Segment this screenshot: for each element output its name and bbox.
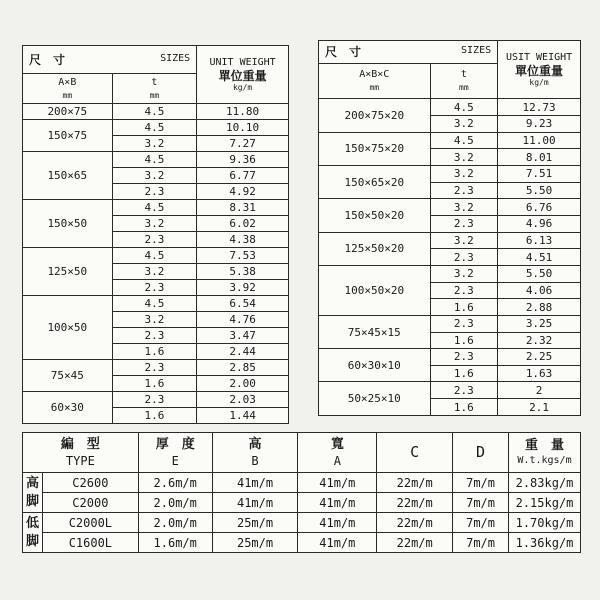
- weight-cell: 9.23: [498, 115, 581, 132]
- weight-cell: 4.92: [197, 184, 289, 200]
- unit-weight-header: [498, 41, 581, 99]
- d-cell: 7m/m: [453, 473, 509, 493]
- table3-body: [23, 433, 581, 553]
- thickness-cell: 2.3: [430, 249, 498, 266]
- table1-body: [23, 46, 289, 424]
- weight-cell: 3.47: [197, 328, 289, 344]
- size-cell: 150×65: [23, 152, 113, 200]
- low-leg-label: 低脚: [23, 513, 43, 553]
- thickness-cell: 2.3: [430, 182, 498, 199]
- d-cell: 7m/m: [453, 493, 509, 513]
- col-t-header: [112, 74, 197, 104]
- thickness-cell: 2.3: [112, 280, 197, 296]
- type-header-en: TYPE: [65, 454, 95, 468]
- thickness-cell: 1.6: [112, 376, 197, 392]
- thickness-cell: 4.5: [112, 296, 197, 312]
- type-header-cjk: 編 型: [60, 437, 100, 452]
- thickness-cell: 2.0m/m: [138, 513, 212, 533]
- thickness-cell: 2.3: [112, 232, 197, 248]
- size-cell: 125×50×20: [319, 232, 431, 265]
- weight-cell: 1.44: [197, 408, 289, 424]
- weight-cell: 2: [498, 382, 581, 399]
- width-header-en: A: [333, 454, 341, 468]
- d-cell: 7m/m: [453, 513, 509, 533]
- thickness-cell: 3.2: [112, 136, 197, 152]
- type-cell: C2000: [42, 493, 138, 513]
- table-row: [319, 232, 581, 249]
- height-cell: 25m/m: [212, 513, 298, 533]
- col-axb-label: A×B: [58, 76, 77, 88]
- weight-cell: 2.25: [498, 349, 581, 366]
- size-cell: 150×50×20: [319, 199, 431, 232]
- thickness-cell: 2.3: [430, 382, 498, 399]
- width-cell: 41m/m: [298, 473, 377, 493]
- thickness-cell: 2.3: [112, 184, 197, 200]
- channel-weight-table: [22, 45, 289, 424]
- size-cell: 125×50: [23, 248, 113, 296]
- weight-header: [509, 433, 581, 473]
- table-row: [319, 265, 581, 282]
- size-cell: 150×65×20: [319, 165, 431, 198]
- table-row: [319, 315, 581, 332]
- weight-header-en: W.t.kgs/m: [517, 455, 572, 466]
- weight-cell: 11.00: [498, 132, 581, 149]
- size-cell: 200×75: [23, 104, 113, 120]
- c-cell: 22m/m: [377, 473, 453, 493]
- size-cell: 75×45×15: [319, 315, 431, 348]
- weight-cell: 4.51: [498, 249, 581, 266]
- size-header-cjk: 尺 寸: [29, 52, 66, 67]
- unit-weight-unit: kg/m: [232, 82, 253, 92]
- c-header: C: [377, 433, 453, 473]
- thickness-cell: 4.5: [430, 99, 498, 116]
- unit-weight-cjk: 單位重量: [515, 63, 564, 78]
- weight-cell: 2.44: [197, 344, 289, 360]
- thickness-cell: 3.2: [430, 149, 498, 166]
- table-row: [23, 248, 289, 264]
- table-row: [319, 99, 581, 116]
- table-row: [319, 382, 581, 399]
- width-cell: 41m/m: [298, 533, 377, 553]
- thickness-cell: 1.6: [112, 344, 197, 360]
- type-header: [23, 433, 139, 473]
- table-row: [319, 349, 581, 366]
- size-cell: 60×30: [23, 392, 113, 424]
- weight-cell: 10.10: [197, 120, 289, 136]
- col-t-label: t: [151, 76, 158, 88]
- size-header: [319, 41, 498, 64]
- table-row: [23, 392, 289, 408]
- size-header-cjk: 尺 寸: [325, 44, 362, 59]
- weight-cell: 1.63: [498, 365, 581, 382]
- weight-cell: 6.76: [498, 199, 581, 216]
- col-axbxc-label: A×B×C: [359, 69, 390, 81]
- width-cell: 41m/m: [298, 493, 377, 513]
- weight-cell: 6.13: [498, 232, 581, 249]
- thickness-cell: 3.2: [112, 312, 197, 328]
- thickness-cell: 3.2: [430, 199, 498, 216]
- thickness-cell: 2.6m/m: [138, 473, 212, 493]
- thickness-cell: 3.2: [430, 165, 498, 182]
- table-row: [23, 360, 289, 376]
- width-header: [298, 433, 377, 473]
- thickness-cell: 4.5: [430, 132, 498, 149]
- thickness-header-cjk: 厚 度: [155, 437, 195, 452]
- size-cell: 150×75: [23, 120, 113, 152]
- type-cell: C2000L: [42, 513, 138, 533]
- size-cell: 100×50×20: [319, 265, 431, 315]
- weight-cell: 4.76: [197, 312, 289, 328]
- thickness-cell: 3.2: [430, 115, 498, 132]
- weight-cell: 8.01: [498, 149, 581, 166]
- height-header-en: B: [251, 454, 259, 468]
- table-row: [319, 165, 581, 182]
- weight-cell: 5.38: [197, 264, 289, 280]
- weight-cell: 11.80: [197, 104, 289, 120]
- thickness-cell: 2.3: [430, 349, 498, 366]
- size-header-en: SIZES: [160, 52, 191, 64]
- size-header: [23, 46, 197, 74]
- weight-cell: 3.25: [498, 315, 581, 332]
- weight-cell: 6.02: [197, 216, 289, 232]
- col-axbxc-header: [319, 63, 431, 98]
- thickness-cell: 4.5: [112, 104, 197, 120]
- weight-cell: 2.03: [197, 392, 289, 408]
- size-cell: 150×50: [23, 200, 113, 248]
- table-row: [23, 296, 289, 312]
- high-leg-label: 高脚: [23, 473, 43, 513]
- table-row: [23, 104, 289, 120]
- thickness-cell: 4.5: [112, 152, 197, 168]
- table-row: [23, 533, 581, 553]
- thickness-cell: 2.3: [112, 328, 197, 344]
- height-cell: 41m/m: [212, 473, 298, 493]
- weight-cell: 6.54: [197, 296, 289, 312]
- height-cell: 41m/m: [212, 493, 298, 513]
- size-cell: 100×50: [23, 296, 113, 360]
- height-header-cjk: 高: [248, 437, 262, 452]
- table-row: [23, 152, 289, 168]
- thickness-cell: 4.5: [112, 200, 197, 216]
- thickness-header: [138, 433, 212, 473]
- col-t-unit: mm: [459, 83, 469, 93]
- table-row: [23, 513, 581, 533]
- weight-cell: 3.92: [197, 280, 289, 296]
- weight-cell: 7.51: [498, 165, 581, 182]
- height-cell: 25m/m: [212, 533, 298, 553]
- size-cell: 75×45: [23, 360, 113, 392]
- col-t-header: [430, 63, 498, 98]
- height-header: [212, 433, 298, 473]
- thickness-cell: 2.3: [430, 315, 498, 332]
- table-row: [319, 132, 581, 149]
- weight-cell: 4.96: [498, 215, 581, 232]
- weight-cell: 7.53: [197, 248, 289, 264]
- table-row: [23, 493, 581, 513]
- width-header-cjk: 寬: [330, 437, 344, 452]
- col-t-unit: mm: [149, 90, 160, 100]
- lipped-channel-weight-table: [318, 40, 581, 416]
- weight-cell: 2.83kg/m: [509, 473, 581, 493]
- thickness-cell: 3.2: [112, 264, 197, 280]
- table-row: [23, 200, 289, 216]
- size-cell: 200×75×20: [319, 99, 431, 132]
- weight-cell: 7.27: [197, 136, 289, 152]
- thickness-cell: 1.6: [430, 399, 498, 416]
- weight-cell: 1.36kg/m: [509, 533, 581, 553]
- weight-cell: 5.50: [498, 182, 581, 199]
- thickness-cell: 3.2: [430, 232, 498, 249]
- thickness-cell: 1.6m/m: [138, 533, 212, 553]
- width-cell: 41m/m: [298, 513, 377, 533]
- table-row: [23, 120, 289, 136]
- c-cell: 22m/m: [377, 493, 453, 513]
- unit-weight-unit: kg/m: [529, 77, 549, 87]
- d-cell: 7m/m: [453, 533, 509, 553]
- unit-weight-en: USIT WEIGHT: [505, 51, 573, 63]
- weight-cell: 2.32: [498, 332, 581, 349]
- size-cell: 50×25×10: [319, 382, 431, 416]
- size-cell: 150×75×20: [319, 132, 431, 165]
- weight-cell: 9.36: [197, 152, 289, 168]
- weight-cell: 2.00: [197, 376, 289, 392]
- size-cell: 60×30×10: [319, 349, 431, 382]
- thickness-cell: 2.3: [430, 282, 498, 299]
- thickness-cell: 1.6: [112, 408, 197, 424]
- weight-header-cjk: 重 量: [524, 438, 564, 453]
- thickness-header-en: E: [171, 454, 179, 468]
- weight-cell: 2.1: [498, 399, 581, 416]
- weight-cell: 1.70kg/m: [509, 513, 581, 533]
- weight-cell: 4.06: [498, 282, 581, 299]
- col-t-label: t: [460, 69, 467, 81]
- size-header-en: SIZES: [461, 44, 492, 56]
- table2-body: [319, 41, 581, 416]
- weight-cell: 12.73: [498, 99, 581, 116]
- table-row: [23, 473, 581, 493]
- thickness-cell: 2.3: [430, 215, 498, 232]
- thickness-cell: 1.6: [430, 299, 498, 316]
- thickness-cell: 1.6: [430, 332, 498, 349]
- type-cell: C1600L: [42, 533, 138, 553]
- thickness-cell: 3.2: [430, 265, 498, 282]
- c-channel-spec-table: [22, 432, 581, 553]
- weight-cell: 6.77: [197, 168, 289, 184]
- weight-cell: 4.38: [197, 232, 289, 248]
- c-cell: 22m/m: [377, 533, 453, 553]
- col-axb-unit: mm: [62, 90, 73, 100]
- unit-weight-en: UNIT WEIGHT: [209, 56, 276, 68]
- weight-cell: 2.85: [197, 360, 289, 376]
- table-row: [319, 199, 581, 216]
- weight-cell: 5.50: [498, 265, 581, 282]
- col-axbxc-unit: mm: [369, 83, 380, 93]
- weight-cell: 8.31: [197, 200, 289, 216]
- thickness-cell: 2.3: [112, 360, 197, 376]
- unit-weight-header: [197, 46, 289, 104]
- thickness-cell: 2.3: [112, 392, 197, 408]
- thickness-cell: 3.2: [112, 216, 197, 232]
- thickness-cell: 4.5: [112, 248, 197, 264]
- d-header: D: [453, 433, 509, 473]
- unit-weight-cjk: 單位重量: [218, 68, 267, 83]
- type-cell: C2600: [42, 473, 138, 493]
- thickness-cell: 2.0m/m: [138, 493, 212, 513]
- weight-cell: 2.88: [498, 299, 581, 316]
- weight-cell: 2.15kg/m: [509, 493, 581, 513]
- c-cell: 22m/m: [377, 513, 453, 533]
- thickness-cell: 4.5: [112, 120, 197, 136]
- thickness-cell: 3.2: [112, 168, 197, 184]
- col-axb-header: [23, 74, 113, 104]
- thickness-cell: 1.6: [430, 365, 498, 382]
